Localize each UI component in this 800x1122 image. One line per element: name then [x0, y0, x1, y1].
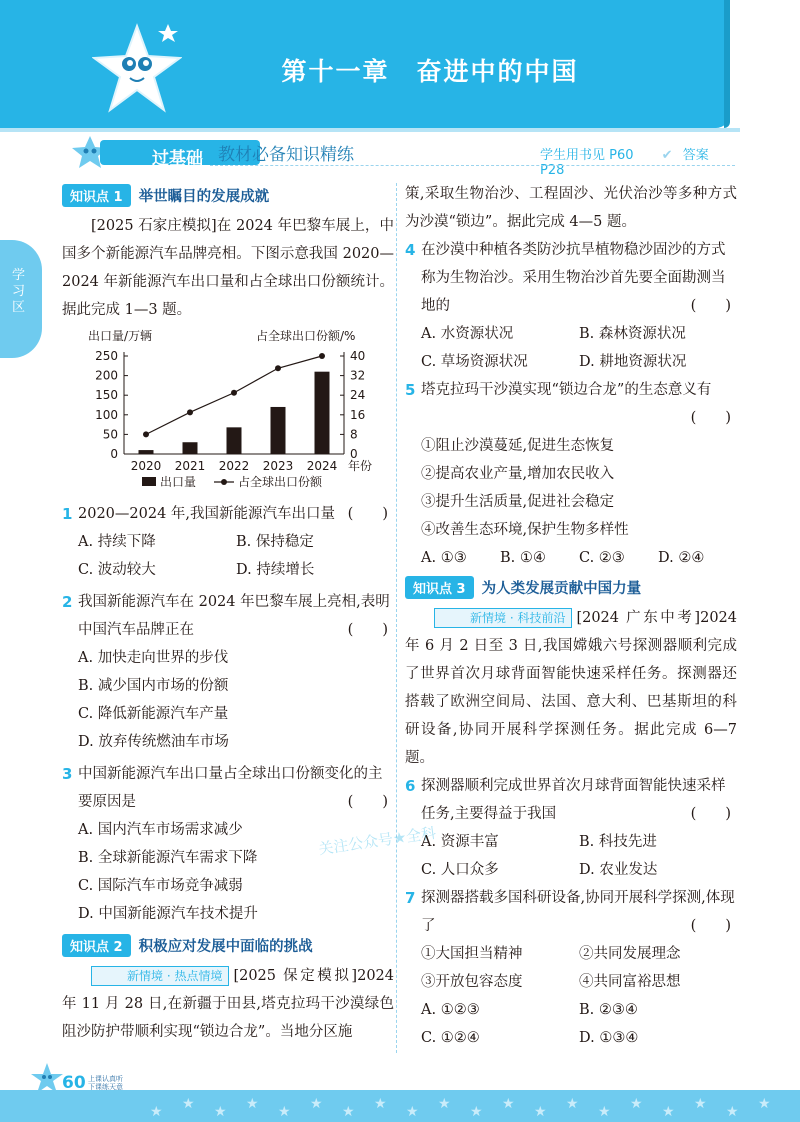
- q7-option-c[interactable]: C. ①②④: [421, 1030, 480, 1046]
- footer-star-icon: ★: [694, 1096, 707, 1112]
- q7-item-2: ②共同发展理念: [579, 946, 681, 962]
- chart-xlabel: 年份: [348, 459, 373, 473]
- q4-option-c[interactable]: C. 草场资源状况: [421, 354, 528, 370]
- kp3-label: 知识点 3: [405, 576, 474, 599]
- chart-line-point: [187, 409, 193, 415]
- chart-right-tick-label: 0: [350, 447, 358, 461]
- q4-options-row1: [405, 320, 737, 348]
- q3-option-c[interactable]: C. 国际汽车市场竞争减弱: [78, 878, 243, 894]
- footer-star-icon: ★: [278, 1104, 291, 1120]
- chart-line-point: [231, 390, 237, 396]
- q7-item-4: ④共同富裕思想: [579, 974, 681, 990]
- side-tab-label: [12, 268, 28, 316]
- q5-option-b[interactable]: B. ①④: [500, 550, 546, 566]
- q4-option-a[interactable]: A. 水资源状况: [421, 326, 514, 342]
- question-5: [405, 376, 737, 432]
- side-tab-char: 区: [12, 300, 26, 315]
- knowledge-point-3: [405, 574, 737, 600]
- banner-stripe: [0, 128, 740, 132]
- chart-ylabel-left: 出口量/万辆: [88, 329, 153, 343]
- legend-line-label: 占全球出口份额: [238, 475, 323, 489]
- question-2: [62, 588, 394, 644]
- q4-options-row2: [405, 348, 737, 376]
- chart-bar: [183, 442, 198, 454]
- q2-stem: 我国新能源汽车在 2024 年巴黎车展上亮相,表明中国汽车品牌正在: [78, 594, 390, 638]
- q7-stem: 探测器搭载多国科研设备,协同开展科学探测,体现了: [421, 890, 735, 934]
- q5-option-a[interactable]: A. ①③: [421, 550, 467, 566]
- chart-right-tick-label: 32: [350, 368, 366, 383]
- chart-bar: [271, 407, 286, 454]
- chart-left-tick-label: 150: [95, 388, 118, 403]
- ref-book: 学生用书见 P60: [540, 148, 634, 163]
- footer-star-icon: ★: [662, 1104, 675, 1120]
- chart-x-tick-label: 2024: [306, 459, 338, 473]
- q4-answer-blank[interactable]: ( ): [690, 298, 731, 314]
- q6-answer-blank[interactable]: ( ): [690, 806, 731, 822]
- chart-line-point: [143, 431, 149, 437]
- q5-stem: 塔克拉玛干沙漠实现“锁边合龙”的生态意义有: [421, 382, 712, 398]
- q7-option-b[interactable]: B. ②③④: [579, 1002, 638, 1018]
- footer-star-icon: ★: [246, 1096, 259, 1112]
- question-4: [405, 236, 737, 320]
- side-tab: [0, 240, 42, 358]
- question-7: [405, 884, 737, 940]
- chart-bar: [315, 372, 330, 454]
- q7-items-row2: [405, 968, 737, 996]
- q7-items-row1: [405, 940, 737, 968]
- q7-options-row2: [405, 1024, 737, 1052]
- q6-option-a[interactable]: A. 资源丰富: [421, 834, 499, 850]
- q4-option-d[interactable]: D. 耕地资源状况: [579, 354, 687, 370]
- footer-star-mascot-icon: [30, 1062, 64, 1096]
- knowledge-point-1: [62, 182, 394, 208]
- q6-number: 6: [405, 777, 416, 795]
- chart-left-tick-label: 0: [110, 447, 118, 461]
- intro-3: [405, 604, 737, 772]
- q1-options-row1: [62, 528, 394, 556]
- chart-x-tick-label: 2020: [130, 459, 162, 473]
- q3-option-b[interactable]: B. 全球新能源汽车需求下降: [78, 850, 258, 866]
- q2-option-c[interactable]: C. 降低新能源汽车产量: [78, 706, 229, 722]
- q2-answer-blank[interactable]: ( ): [347, 622, 388, 638]
- star-mascot-icon: [92, 22, 182, 118]
- footer-star-icon: ★: [630, 1096, 643, 1112]
- q6-stem: 探测器顺利完成世界首次月球背面智能快速采样任务,主要得益于我国: [421, 778, 726, 822]
- right-column: [405, 180, 737, 1052]
- q7-options-row1: [405, 996, 737, 1024]
- column-divider: [396, 183, 397, 1053]
- footer-star-icon: ★: [406, 1104, 419, 1120]
- footer-star-icon: ★: [534, 1104, 547, 1120]
- chart-bar: [139, 450, 154, 454]
- q5-option-d[interactable]: D. ②④: [658, 550, 705, 566]
- q7-answer-blank[interactable]: ( ): [690, 918, 731, 934]
- footer-star-icon: ★: [598, 1104, 611, 1120]
- footer-star-icon: ★: [342, 1104, 355, 1120]
- legend-bar-label: 出口量: [160, 475, 197, 489]
- kp2-label: 知识点 2: [62, 934, 131, 957]
- q5-number: 5: [405, 381, 416, 399]
- chart-left-tick-label: 50: [102, 427, 118, 442]
- q2-option-b[interactable]: B. 减少国内市场的份额: [78, 678, 229, 694]
- q3-stem: 中国新能源汽车出口量占全球出口份额变化的主要原因是: [78, 766, 383, 810]
- intro2-tag: 新情境 · 热点情境: [91, 966, 229, 986]
- side-tab-char: 习: [12, 284, 26, 299]
- slogan-line-2: 下课练天意: [88, 1083, 123, 1091]
- intro2-text: [2025 保定模拟]2024 年 11 月 28 日,在新疆于田县,塔克拉玛干沙漠绿色阻沙防护带顺利实现“锁边合龙”。当地分区施: [62, 968, 394, 1040]
- chart-right-tick-label: 24: [350, 388, 366, 403]
- q6-options-row1: [405, 828, 737, 856]
- chart-x-tick-label: 2023: [262, 459, 294, 473]
- knowledge-point-2: [62, 932, 394, 958]
- q2-number: 2: [62, 593, 73, 611]
- q4-option-b[interactable]: B. 森林资源状况: [579, 326, 686, 342]
- q3-answer-blank[interactable]: ( ): [347, 794, 388, 810]
- q7-item-1: ①大国担当精神: [421, 946, 523, 962]
- q3-number: 3: [62, 765, 73, 783]
- header-banner: [0, 0, 730, 128]
- footer-star-icon: ★: [374, 1096, 387, 1112]
- watermark: 关注公众号★全科: [317, 823, 438, 859]
- chart-right-tick-label: 16: [350, 407, 366, 422]
- section-tag-label: 过基础: [152, 149, 203, 169]
- q1-option-c[interactable]: C. 波动较大: [78, 562, 156, 578]
- q5-item-4: ④改善生态环境,保护生物多样性: [421, 522, 629, 538]
- footer-star-icon: ★: [310, 1096, 323, 1112]
- kp1-title: 举世瞩目的发展成就: [138, 188, 270, 205]
- footer-star-icon: ★: [214, 1104, 227, 1120]
- q1-option-a[interactable]: A. 持续下降: [78, 534, 156, 550]
- q3-option-a[interactable]: A. 国内汽车市场需求减少: [78, 822, 243, 838]
- q1-stem: 2020—2024 年,我国新能源汽车出口量: [78, 506, 336, 522]
- q6-option-d[interactable]: D. 农业发达: [579, 862, 658, 878]
- section-bar: [70, 135, 735, 178]
- q5-item-1: ①阻止沙漠蔓延,促进生态恢复: [421, 438, 615, 454]
- kp1-label: 知识点 1: [62, 184, 131, 207]
- section-subtitle: 教材必备知识精练: [218, 145, 354, 165]
- check-icon: ✔: [661, 148, 673, 163]
- chart-bar: [227, 427, 242, 454]
- chart-left-tick-label: 100: [95, 407, 118, 422]
- q6-option-b[interactable]: B. 科技先进: [579, 834, 657, 850]
- footer-star-icon: ★: [150, 1104, 163, 1120]
- section-underline: [210, 165, 735, 166]
- footer-slogan: [88, 1075, 123, 1091]
- footer-star-icon: ★: [502, 1096, 515, 1112]
- q7-item-3: ③开放包容态度: [421, 974, 523, 990]
- legend-bar-swatch: [142, 477, 156, 486]
- chart-line-point: [319, 353, 325, 359]
- footer-star-icon: ★: [182, 1096, 195, 1112]
- left-column: [62, 180, 394, 1046]
- q7-option-a[interactable]: A. ①②③: [421, 1002, 480, 1018]
- chart-line-point: [275, 365, 281, 371]
- legend-line-point: [221, 479, 227, 485]
- intro3-tag: 新情境 · 科技前沿: [434, 608, 572, 628]
- q6-options-row2: [405, 856, 737, 884]
- q1-options-row2: [62, 556, 394, 584]
- q1-option-d[interactable]: D. 持续增长: [236, 562, 315, 578]
- q5-item-2: ②提高农业产量,增加农民收入: [421, 466, 615, 482]
- export-chart: [62, 326, 394, 494]
- q1-number: 1: [62, 505, 73, 523]
- intro-1: [2025 石家庄模拟]在 2024 年巴黎车展上，中国多个新能源汽车品牌亮相。下图示意我国 2020—2024 年新能源汽车出口量和占全球出口份额统计。据此完成 1—3 题。: [62, 218, 394, 318]
- q5-answer-blank[interactable]: ( ): [690, 410, 731, 426]
- q5-item-3: ③提升生活质量,促进社会稳定: [421, 494, 615, 510]
- question-3: [62, 760, 394, 816]
- chart-right-tick-label: 40: [350, 349, 366, 363]
- side-tab-char: 学: [12, 268, 26, 283]
- q1-answer-blank[interactable]: ( ): [347, 506, 388, 522]
- footer-star-icon: ★: [438, 1096, 451, 1112]
- kp3-title: 为人类发展贡献中国力量: [481, 580, 642, 597]
- footer-band: [0, 1090, 800, 1122]
- intro3-text: [2024 广东中考]2024 年 6 月 2 日至 3 日,我国嫦娥六号探测器顺利完成了世界首次月球背面智能快速采样任务。探测器还搭载了欧洲空间局、法国、意大利、巴基斯坦的科研设备,协同开展科学探测任务。据此完成 6—7 题。: [405, 610, 737, 766]
- q2-option-a[interactable]: A. 加快走向世界的步伐: [78, 650, 229, 666]
- chart-ylabel-right: 占全球出口份额/%: [256, 329, 356, 343]
- chart-left-tick-label: 200: [95, 368, 118, 383]
- chart-right-tick-label: 8: [350, 427, 358, 442]
- ref-answer: 答案 P28: [540, 148, 709, 178]
- q5-options: [405, 544, 737, 572]
- footer-star-icon: ★: [758, 1096, 771, 1112]
- chart-left-tick-label: 250: [95, 349, 118, 363]
- q6-option-c[interactable]: C. 人口众多: [421, 862, 499, 878]
- footer-star-icon: ★: [470, 1104, 483, 1120]
- question-6: [405, 772, 737, 828]
- section-refs: [540, 144, 735, 178]
- q4-stem: 在沙漠中种植各类防沙抗旱植物稳沙固沙的方式称为生物治沙。采用生物治沙首先要全面勘测当地的: [421, 242, 726, 314]
- q1-option-b[interactable]: B. 保持稳定: [236, 534, 314, 550]
- footer-star-icon: ★: [726, 1104, 739, 1120]
- intro-2-continued: 策,采取生物治沙、工程固沙、光伏治沙等多种方式为沙漠“锁边”。据此完成 4—5 题。: [405, 186, 737, 230]
- page-number: 60: [62, 1073, 86, 1093]
- q2-option-d[interactable]: D. 放弃传统燃油车市场: [78, 734, 229, 750]
- question-1: [62, 500, 394, 528]
- chapter-title: 第十一章 奋进中的中国: [281, 57, 579, 86]
- kp2-title: 积极应对发展中面临的挑战: [138, 938, 313, 955]
- slogan-line-1: 上课认真听: [88, 1075, 123, 1083]
- q7-number: 7: [405, 889, 416, 907]
- q3-option-d[interactable]: D. 中国新能源汽车技术提升: [78, 906, 258, 922]
- footer-star-icon: ★: [566, 1096, 579, 1112]
- q7-option-d[interactable]: D. ①③④: [579, 1030, 639, 1046]
- intro-2: [62, 962, 394, 1046]
- chart-x-tick-label: 2022: [218, 459, 250, 473]
- q5-option-c[interactable]: C. ②③: [579, 550, 625, 566]
- chart-x-tick-label: 2021: [174, 459, 206, 473]
- chart-svg: [62, 326, 394, 494]
- q4-number: 4: [405, 241, 416, 259]
